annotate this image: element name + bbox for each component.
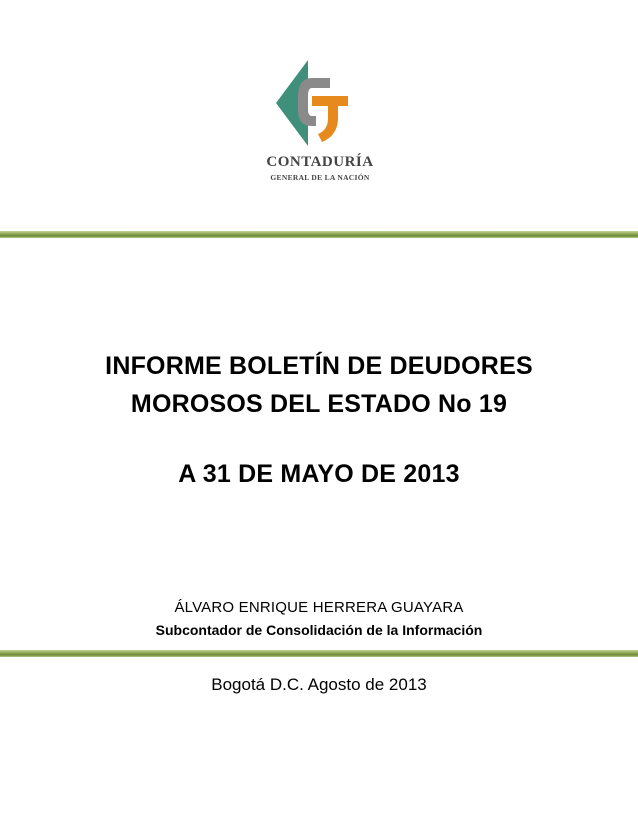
bottom-divider — [0, 650, 638, 657]
title-line-2: MOROSOS DEL ESTADO No 19 — [130, 390, 508, 418]
institution-logo — [250, 58, 390, 188]
author-name: ÁLVARO ENRIQUE HERRERA GUAYARA — [174, 599, 464, 616]
author-role: Subcontador de Consolidación de la Información — [155, 622, 483, 638]
title-line-1: INFORME BOLETÍN DE DEUDORES — [105, 352, 533, 380]
top-divider — [0, 231, 638, 238]
place-date: Bogotá D.C. Agosto de 2013 — [211, 675, 427, 694]
title-date: A 31 DE MAYO DE 2013 — [178, 460, 460, 488]
logo-name: CONTADURÍA — [266, 154, 374, 170]
contaduria-logo-icon — [272, 58, 352, 148]
logo-subtitle: GENERAL DE LA NACIÓN — [270, 173, 370, 182]
